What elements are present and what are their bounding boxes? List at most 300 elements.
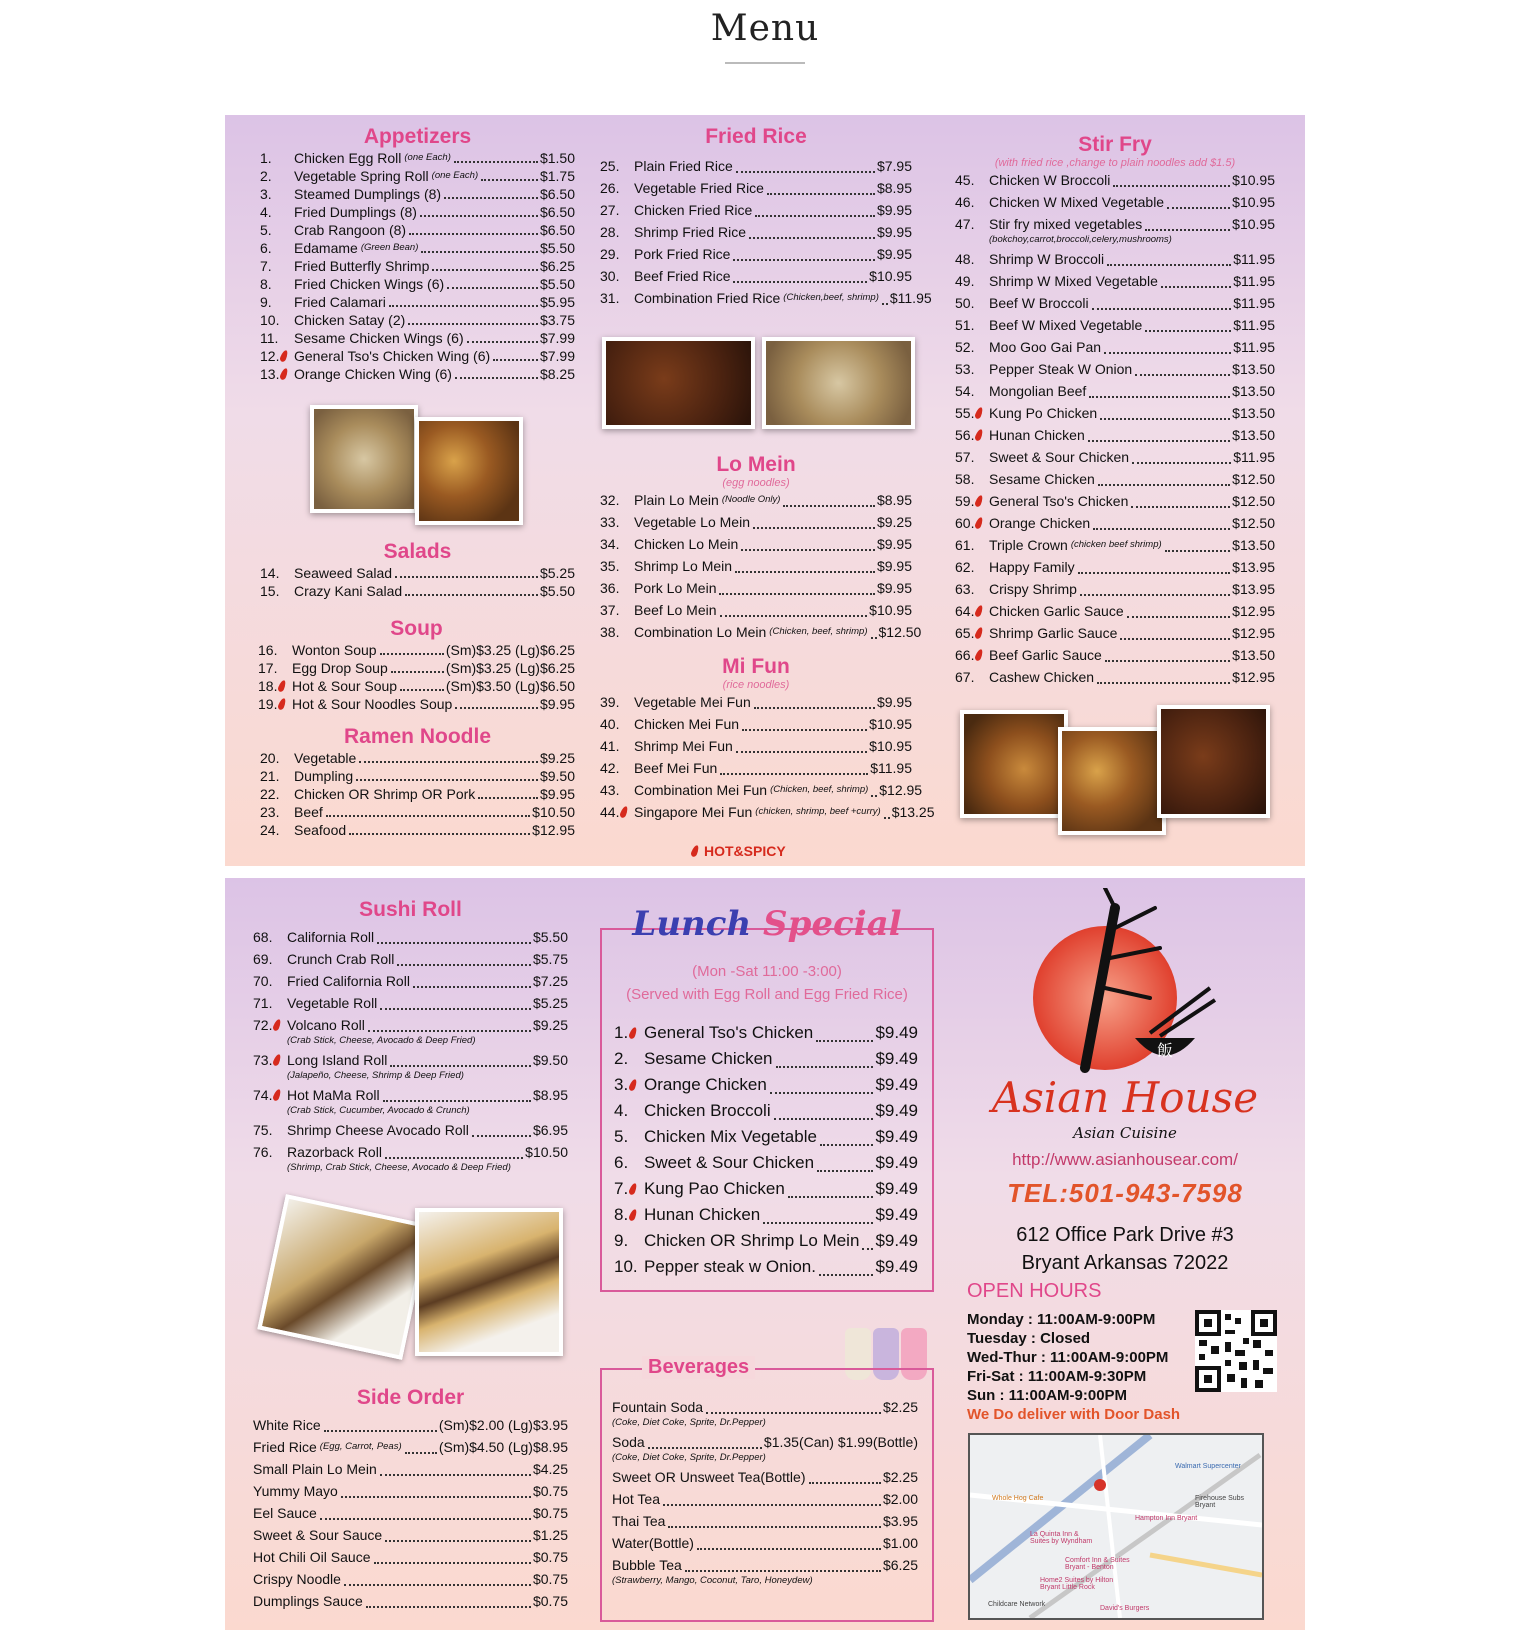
menu-item xyxy=(600,511,912,533)
item-name: Hot Chili Oil Sauce xyxy=(253,1549,371,1565)
map-label: Walmart Supercenter xyxy=(1175,1463,1241,1470)
menu-item xyxy=(612,1554,918,1576)
lo-mein-note: (egg noodles) xyxy=(722,477,790,489)
location-map[interactable] xyxy=(968,1433,1264,1620)
item-price: $9.49 xyxy=(875,1127,918,1146)
map-pin-icon xyxy=(1094,1479,1106,1491)
item-number-text: 15. xyxy=(260,583,280,599)
menu-item xyxy=(612,1488,918,1510)
item-name: Chicken OR Shrimp OR Pork xyxy=(294,786,476,802)
item-number-text: 14. xyxy=(260,565,280,581)
item-number xyxy=(955,666,989,688)
item-price: $13.95 xyxy=(1232,581,1275,597)
item-number-text: 12. xyxy=(260,348,280,364)
phone-number[interactable]: TEL:501-943-7598 xyxy=(1007,1178,1243,1208)
dot-leader xyxy=(735,571,875,573)
item-number-text: 69. xyxy=(253,951,273,967)
side-order-section xyxy=(253,1386,568,1612)
menu-item xyxy=(955,358,1275,380)
menu-item xyxy=(614,1150,918,1176)
item-name: Beef Lo Mein xyxy=(634,602,717,618)
item-price: $10.50 xyxy=(525,1144,568,1160)
stir-fry-list xyxy=(955,169,1275,688)
item-number-text: 3. xyxy=(260,186,272,202)
item-number xyxy=(955,490,989,512)
item-number xyxy=(260,329,294,347)
item-note: (one Each) xyxy=(431,170,479,181)
side-order-title: Side Order xyxy=(356,1386,465,1409)
item-number-text: 64. xyxy=(955,603,975,619)
dot-leader xyxy=(754,707,875,709)
item-price: $9.25 xyxy=(539,750,575,766)
dot-leader xyxy=(409,233,538,235)
item-number-text: 74. xyxy=(253,1087,273,1103)
menu-item xyxy=(260,767,575,785)
dot-leader xyxy=(1120,638,1230,640)
item-price: $11.95 xyxy=(1233,273,1275,289)
item-number xyxy=(614,1124,644,1150)
item-number xyxy=(253,1141,287,1163)
item-number xyxy=(955,512,989,534)
dot-leader xyxy=(685,1570,881,1572)
item-note: (Noodle Only) xyxy=(721,494,781,505)
item-number-text: 22. xyxy=(260,786,280,802)
item-name: Happy Family xyxy=(989,559,1075,575)
chili-icon xyxy=(974,494,984,507)
item-name: Volcano Roll xyxy=(287,1017,365,1033)
item-price: (Sm)$3.25 (Lg)$6.25 xyxy=(445,642,575,658)
item-note: (Chicken, beef, shrimp) xyxy=(770,784,869,795)
item-price: $13.50 xyxy=(1232,537,1275,553)
dot-leader xyxy=(344,1584,531,1586)
dot-leader xyxy=(1098,484,1230,486)
menu-item xyxy=(260,149,575,167)
chili-icon xyxy=(272,1018,282,1031)
item-name: Chicken OR Shrimp Lo Mein xyxy=(644,1231,860,1250)
item-price: $5.50 xyxy=(539,240,575,256)
item-price: $9.95 xyxy=(876,202,912,218)
item-name: Seaweed Salad xyxy=(294,565,393,581)
dot-leader xyxy=(733,281,867,283)
item-number xyxy=(955,358,989,380)
menu-item xyxy=(600,599,912,621)
item-number xyxy=(260,311,294,329)
website-link[interactable]: http://www.asianhousear.com/ xyxy=(1012,1150,1238,1169)
item-price: $11.95 xyxy=(1233,295,1275,311)
item-number-text: 23. xyxy=(260,804,280,820)
item-number xyxy=(955,446,989,468)
item-number xyxy=(955,213,989,235)
item-number xyxy=(260,803,294,821)
dot-leader xyxy=(395,576,538,578)
item-description: (Crab Stick, Cucumber, Avocado & Crunch) xyxy=(287,1105,470,1116)
item-price: $9.49 xyxy=(875,1179,918,1198)
menu-item xyxy=(955,270,1275,292)
menu-item xyxy=(253,1119,568,1141)
dot-leader xyxy=(1145,229,1230,231)
item-price: $13.95 xyxy=(1232,559,1275,575)
dot-leader xyxy=(1105,660,1230,662)
item-name: Pepper Steak W Onion xyxy=(989,361,1133,377)
item-name: Plain Fried Rice xyxy=(634,158,733,174)
item-name: Beef Mei Fun xyxy=(634,760,718,776)
menu-item xyxy=(955,534,1275,556)
item-price: $1.75 xyxy=(539,168,575,184)
menu-item xyxy=(253,1049,568,1071)
item-number-text: 10. xyxy=(614,1257,638,1276)
dot-leader xyxy=(736,751,867,753)
dot-leader xyxy=(405,594,538,596)
dot-leader xyxy=(377,942,531,944)
item-number-text: 75. xyxy=(253,1122,273,1138)
item-number-text: 9. xyxy=(260,294,272,310)
item-price: $0.75 xyxy=(532,1505,568,1521)
mi-fun-note: (rice noodles) xyxy=(722,679,790,691)
item-name: Shrimp W Mixed Vegetable xyxy=(989,273,1158,289)
item-description: (bokchoy,carrot,broccoli,celery,mushrooms) xyxy=(989,234,1172,245)
item-number-text: 4. xyxy=(260,204,272,220)
item-number xyxy=(614,1254,644,1280)
item-name: Hunan Chicken xyxy=(989,427,1085,443)
dot-leader xyxy=(359,761,538,763)
item-name: Chicken W Mixed Vegetable xyxy=(989,194,1165,210)
dot-leader xyxy=(356,779,538,781)
menu-item xyxy=(253,1480,568,1502)
item-price: $9.50 xyxy=(532,1052,568,1068)
item-price: $9.95 xyxy=(876,694,912,710)
item-number xyxy=(260,564,294,582)
menu-item xyxy=(955,402,1275,424)
item-name: Chicken Fried Rice xyxy=(634,202,753,218)
dot-leader xyxy=(1127,616,1231,618)
item-note: (Chicken, beef, shrimp) xyxy=(769,626,868,637)
fried-rice-photo xyxy=(762,337,915,429)
dot-leader xyxy=(1089,396,1230,398)
item-name: Chicken Broccoli xyxy=(644,1101,771,1120)
item-number xyxy=(253,992,287,1014)
dot-leader xyxy=(493,359,538,361)
menu-item xyxy=(253,1458,568,1480)
item-price: $0.75 xyxy=(532,1549,568,1565)
item-price: $8.95 xyxy=(876,492,912,508)
item-name: Thai Tea xyxy=(612,1513,666,1529)
page-title: Menu xyxy=(710,8,820,49)
dot-leader xyxy=(341,1496,531,1498)
chili-icon xyxy=(974,626,984,639)
item-name: Water(Bottle) xyxy=(612,1535,694,1551)
item-name: Moo Goo Gai Pan xyxy=(989,339,1102,355)
menu-item xyxy=(253,1524,568,1546)
item-price: $13.50 xyxy=(1232,427,1275,443)
dot-leader xyxy=(1165,550,1231,552)
item-number xyxy=(600,177,634,199)
item-number xyxy=(600,757,634,779)
dot-leader xyxy=(326,815,530,817)
item-name: Razorback Roll xyxy=(287,1144,382,1160)
item-note: (Green Bean) xyxy=(360,242,419,253)
dot-leader xyxy=(366,1606,531,1608)
menu-item xyxy=(600,621,922,643)
item-price: $5.25 xyxy=(539,565,575,581)
item-number xyxy=(600,511,634,533)
stir-fry-photo-2 xyxy=(1058,727,1166,835)
dot-leader xyxy=(736,171,875,173)
item-number xyxy=(614,1098,644,1124)
item-price: $5.50 xyxy=(532,929,568,945)
item-number-text: 72. xyxy=(253,1017,273,1033)
item-price: $11.95 xyxy=(1233,339,1275,355)
item-number-text: 67. xyxy=(955,669,975,685)
item-number-text: 57. xyxy=(955,449,975,465)
item-note: (chicken beef shrimp) xyxy=(1070,539,1162,550)
item-name: Fried Calamari xyxy=(294,294,386,310)
menu-item xyxy=(614,1176,918,1202)
item-name: Beef W Broccoli xyxy=(989,295,1089,311)
item-name: General Tso's Chicken Wing (6) xyxy=(294,348,491,364)
soup-section xyxy=(258,617,575,713)
lunch-served-with: (Served with Egg Roll and Egg Fried Rice) xyxy=(626,986,908,1003)
item-name: Crispy Shrimp xyxy=(989,581,1077,597)
item-number-text: 71. xyxy=(253,995,273,1011)
dot-leader xyxy=(820,1144,874,1146)
item-number xyxy=(600,533,634,555)
item-price: $6.50 xyxy=(539,222,575,238)
item-name: Singapore Mei Fun xyxy=(634,804,753,820)
item-number xyxy=(258,659,292,677)
hours-row: Monday : 11:00AM-9:00PM xyxy=(967,1311,1156,1328)
item-number xyxy=(260,293,294,311)
item-price: $12.95 xyxy=(1232,603,1275,619)
ramen-section xyxy=(260,725,575,839)
item-name: Chicken Garlic Sauce xyxy=(989,603,1124,619)
item-price: $9.49 xyxy=(875,1231,918,1250)
item-price: $1.50 xyxy=(539,150,575,166)
item-number-text: 1. xyxy=(614,1023,629,1042)
item-name: Shrimp Garlic Sauce xyxy=(989,625,1118,641)
item-number-text: 9. xyxy=(614,1231,629,1250)
item-name: Fountain Soda xyxy=(612,1399,704,1415)
address xyxy=(965,1221,1285,1277)
item-number xyxy=(260,239,294,257)
item-number xyxy=(258,695,292,713)
item-name: Crispy Noodle xyxy=(253,1571,341,1587)
restaurant-logo xyxy=(965,888,1285,1148)
item-price: $1.35(Can) $1.99(Bottle) xyxy=(763,1434,918,1450)
dot-leader xyxy=(413,986,531,988)
soup-list xyxy=(258,641,575,713)
dot-leader xyxy=(819,1274,873,1276)
item-price: $6.25 xyxy=(882,1557,918,1573)
item-number xyxy=(614,1150,644,1176)
dot-leader xyxy=(663,1504,881,1506)
menu-item xyxy=(260,785,575,803)
item-number-text: 38. xyxy=(600,624,620,640)
qr-code[interactable] xyxy=(1195,1310,1277,1392)
dot-leader xyxy=(385,1540,531,1542)
menu-item xyxy=(253,1546,568,1568)
menu-item xyxy=(260,167,575,185)
dot-leader xyxy=(742,729,867,731)
menu-item xyxy=(253,1014,568,1036)
chili-icon xyxy=(974,406,984,419)
menu-item xyxy=(955,446,1275,468)
item-number xyxy=(955,380,989,402)
item-number-text: 61. xyxy=(955,537,975,553)
item-price: $9.95 xyxy=(876,580,912,596)
item-name: Hot & Sour Soup xyxy=(292,678,398,694)
item-name: Shrimp Lo Mein xyxy=(634,558,733,574)
item-price: (Sm)$3.50 (Lg)$6.50 xyxy=(445,678,575,694)
item-name: Hot Tea xyxy=(612,1491,660,1507)
item-number xyxy=(955,600,989,622)
item-number-text: 2. xyxy=(614,1049,629,1068)
menu-item xyxy=(614,1020,918,1046)
item-number xyxy=(614,1072,644,1098)
appetizers-section xyxy=(260,125,575,383)
item-number-text: 24. xyxy=(260,822,280,838)
item-number xyxy=(253,1084,287,1106)
delivery-note: We Do deliver with Door Dash xyxy=(967,1406,1181,1423)
dot-leader xyxy=(481,179,538,181)
item-name: Orange Chicken Wing (6) xyxy=(294,366,452,382)
dot-leader xyxy=(871,637,877,639)
item-number-text: 35. xyxy=(600,558,620,574)
dot-leader xyxy=(397,964,531,966)
map-label: Whole Hog Cafe xyxy=(992,1495,1044,1502)
sushi-section xyxy=(253,898,568,1176)
item-name: Kung Pao Chicken xyxy=(644,1179,785,1198)
menu-item xyxy=(600,713,912,735)
menu-item xyxy=(955,622,1275,644)
dot-leader xyxy=(668,1526,881,1528)
item-number-text: 7. xyxy=(614,1179,629,1198)
item-number xyxy=(600,599,634,621)
item-number xyxy=(614,1228,644,1254)
item-number-text: 43. xyxy=(600,782,620,798)
item-number xyxy=(955,644,989,666)
item-number xyxy=(614,1202,644,1228)
dot-leader xyxy=(420,215,538,217)
soup-title: Soup xyxy=(390,617,443,640)
item-name: Sesame Chicken xyxy=(989,471,1095,487)
item-name: Pepper steak w Onion. xyxy=(644,1257,816,1276)
chili-icon xyxy=(628,1026,638,1039)
item-number xyxy=(253,1014,287,1036)
item-number-text: 2. xyxy=(260,168,272,184)
dot-leader xyxy=(770,1092,874,1094)
hours-row: Wed-Thur : 11:00AM-9:00PM xyxy=(967,1349,1169,1366)
item-price: $10.50 xyxy=(532,804,575,820)
item-number-text: 27. xyxy=(600,202,620,218)
item-number-text: 33. xyxy=(600,514,620,530)
item-number-text: 3. xyxy=(614,1075,629,1094)
item-price: $9.25 xyxy=(876,514,912,530)
item-price: $10.95 xyxy=(869,602,912,618)
item-price: $10.95 xyxy=(1232,216,1275,232)
dot-leader xyxy=(719,593,874,595)
dot-leader xyxy=(1145,330,1231,332)
item-number xyxy=(253,1049,287,1071)
item-number xyxy=(260,821,294,839)
dot-leader xyxy=(400,689,444,691)
ramen-title: Ramen Noodle xyxy=(343,725,492,748)
lunch-special-box xyxy=(600,904,934,1292)
item-price: $5.75 xyxy=(532,951,568,967)
item-number-text: 41. xyxy=(600,738,620,754)
item-number xyxy=(260,275,294,293)
menu-item xyxy=(600,287,932,309)
item-price: $11.95 xyxy=(1233,449,1275,465)
map-label: Hampton Inn Bryant xyxy=(1135,1515,1198,1522)
item-number xyxy=(260,149,294,167)
item-price: $7.99 xyxy=(539,330,575,346)
item-name: Chicken Mix Vegetable xyxy=(644,1127,817,1146)
dot-leader xyxy=(467,341,538,343)
item-number-text: 66. xyxy=(955,647,975,663)
item-description: (Crab Stick, Cheese, Avocado & Deep Fried) xyxy=(287,1035,476,1046)
chili-icon xyxy=(628,1078,638,1091)
item-number-text: 7. xyxy=(260,258,272,274)
dot-leader xyxy=(349,833,530,835)
menu-item xyxy=(955,512,1275,534)
item-number xyxy=(600,691,634,713)
chili-icon xyxy=(974,604,984,617)
item-number xyxy=(600,287,634,309)
menu-item xyxy=(955,380,1275,402)
menu-item xyxy=(600,801,935,823)
item-price: (Sm)$3.25 (Lg)$6.25 xyxy=(445,660,575,676)
item-price: $13.50 xyxy=(1232,405,1275,421)
dot-leader xyxy=(741,549,875,551)
item-price: $12.50 xyxy=(1232,515,1275,531)
dot-leader xyxy=(720,773,868,775)
dot-leader xyxy=(1135,374,1230,376)
item-price: $12.95 xyxy=(879,782,923,798)
item-number xyxy=(955,556,989,578)
item-number xyxy=(600,735,634,757)
dot-leader xyxy=(380,1474,531,1476)
chili-icon xyxy=(277,679,287,692)
item-number xyxy=(253,926,287,948)
chili-icon xyxy=(690,844,700,857)
dot-leader xyxy=(1100,418,1230,420)
menu-item xyxy=(600,533,912,555)
item-name: Vegetable xyxy=(294,750,357,766)
item-name: Vegetable Roll xyxy=(287,995,378,1011)
menu-item xyxy=(600,155,912,177)
stir-fry-title: Stir Fry xyxy=(1078,133,1152,156)
dot-leader xyxy=(1132,462,1231,464)
item-name: Pork Fried Rice xyxy=(634,246,731,262)
menu-item xyxy=(955,248,1275,270)
item-name: Beef xyxy=(294,804,323,820)
item-number-text: 60. xyxy=(955,515,975,531)
menu-item xyxy=(260,185,575,203)
item-name: White Rice xyxy=(253,1417,321,1433)
menu-item xyxy=(600,243,912,265)
item-price: (Sm)$2.00 (Lg)$3.95 xyxy=(438,1417,568,1433)
dot-leader xyxy=(862,1248,873,1250)
salads-title: Salads xyxy=(383,540,452,563)
item-number-text: 44. xyxy=(600,804,620,820)
item-name: Sweet & Sour Sauce xyxy=(253,1527,383,1543)
map-label: Home2 Suites by Hilton Bryant Little Rock xyxy=(1040,1577,1114,1591)
dot-leader xyxy=(755,215,875,217)
chili-icon xyxy=(279,349,289,362)
item-name: Eel Sauce xyxy=(253,1505,317,1521)
item-price: $0.75 xyxy=(532,1483,568,1499)
item-number-text: 59. xyxy=(955,493,975,509)
